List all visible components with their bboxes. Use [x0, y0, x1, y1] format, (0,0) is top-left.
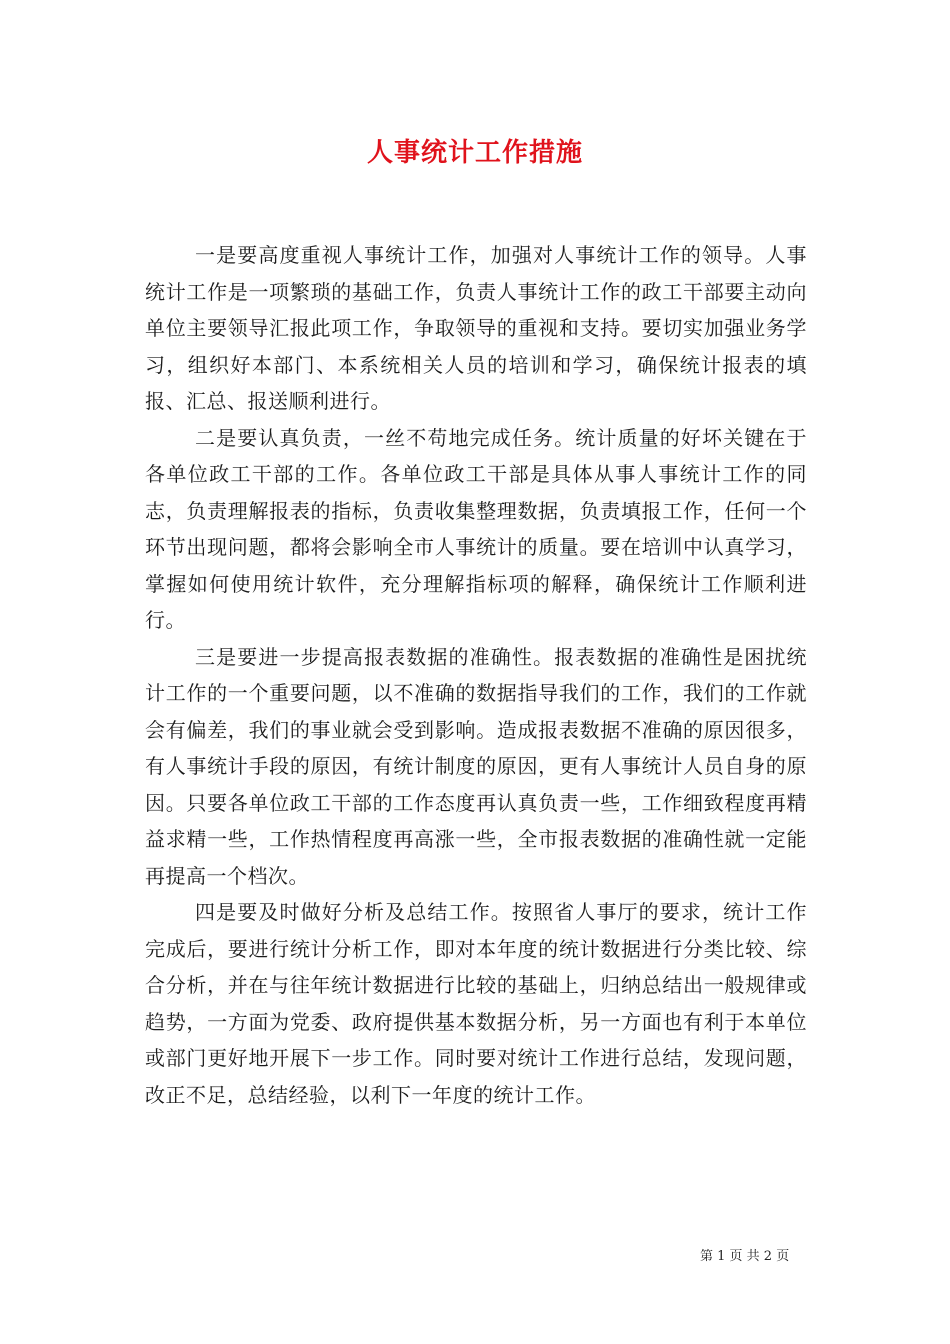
paragraph-4: 四是要及时做好分析及总结工作。按照省人事厅的要求，统计工作完成后，要进行统计分析工作，即对本年度的统计数据进行分类比较、综合分析，并在与往年统计数据进行比较的基础上，归纳总结出一般规律或趋势，一方面为党委、政府提供基本数据分析，另一方面也有利于本单位或部门更好地开展下一步工作。同时要对统计工作进行总结，发现问题，改正不足，总结经验，以利下一年度的统计工作。	[145, 900, 807, 1107]
document-body	[145, 237, 807, 1113]
paragraph-3: 三是要进一步提高报表数据的准确性。报表数据的准确性是困扰统计工作的一个重要问题，以不准确的数据指导我们的工作，我们的工作就会有偏差，我们的事业就会受到影响。造成报表数据不准确的原因很多，有人事统计手段的原因，有统计制度的原因，更有人事统计人员自身的原因。只要各单位政工干部的工作态度再认真负责一些，工作细致程度再精益求精一些，工作热情程度再高涨一些，全市报表数据的准确性就一定能再提高一个档次。	[145, 644, 807, 888]
paragraph-1: 一是要高度重视人事统计工作，加强对人事统计工作的领导。人事统计工作是一项繁琐的基础工作，负责人事统计工作的政工干部要主动向单位主要领导汇报此项工作，争取领导的重视和支持。要切实加强业务学习，组织好本部门、本系统相关人员的培训和学习，确保统计报表的填报、汇总、报送顺利进行。	[145, 243, 807, 413]
page-number: 第 1 页 共 2 页	[700, 1249, 790, 1264]
paragraph-2: 二是要认真负责，一丝不苟地完成任务。统计质量的好坏关键在于各单位政工干部的工作。各单位政工干部是具体从事人事统计工作的同志，负责理解报表的指标，负责收集整理数据，负责填报工作，任何一个环节出现问题，都将会影响全市人事统计的质量。要在培训中认真学习，掌握如何使用统计软件，充分理解指标项的解释，确保统计工作顺利进行。	[145, 425, 807, 632]
document-title: 人事统计工作措施	[366, 138, 583, 168]
